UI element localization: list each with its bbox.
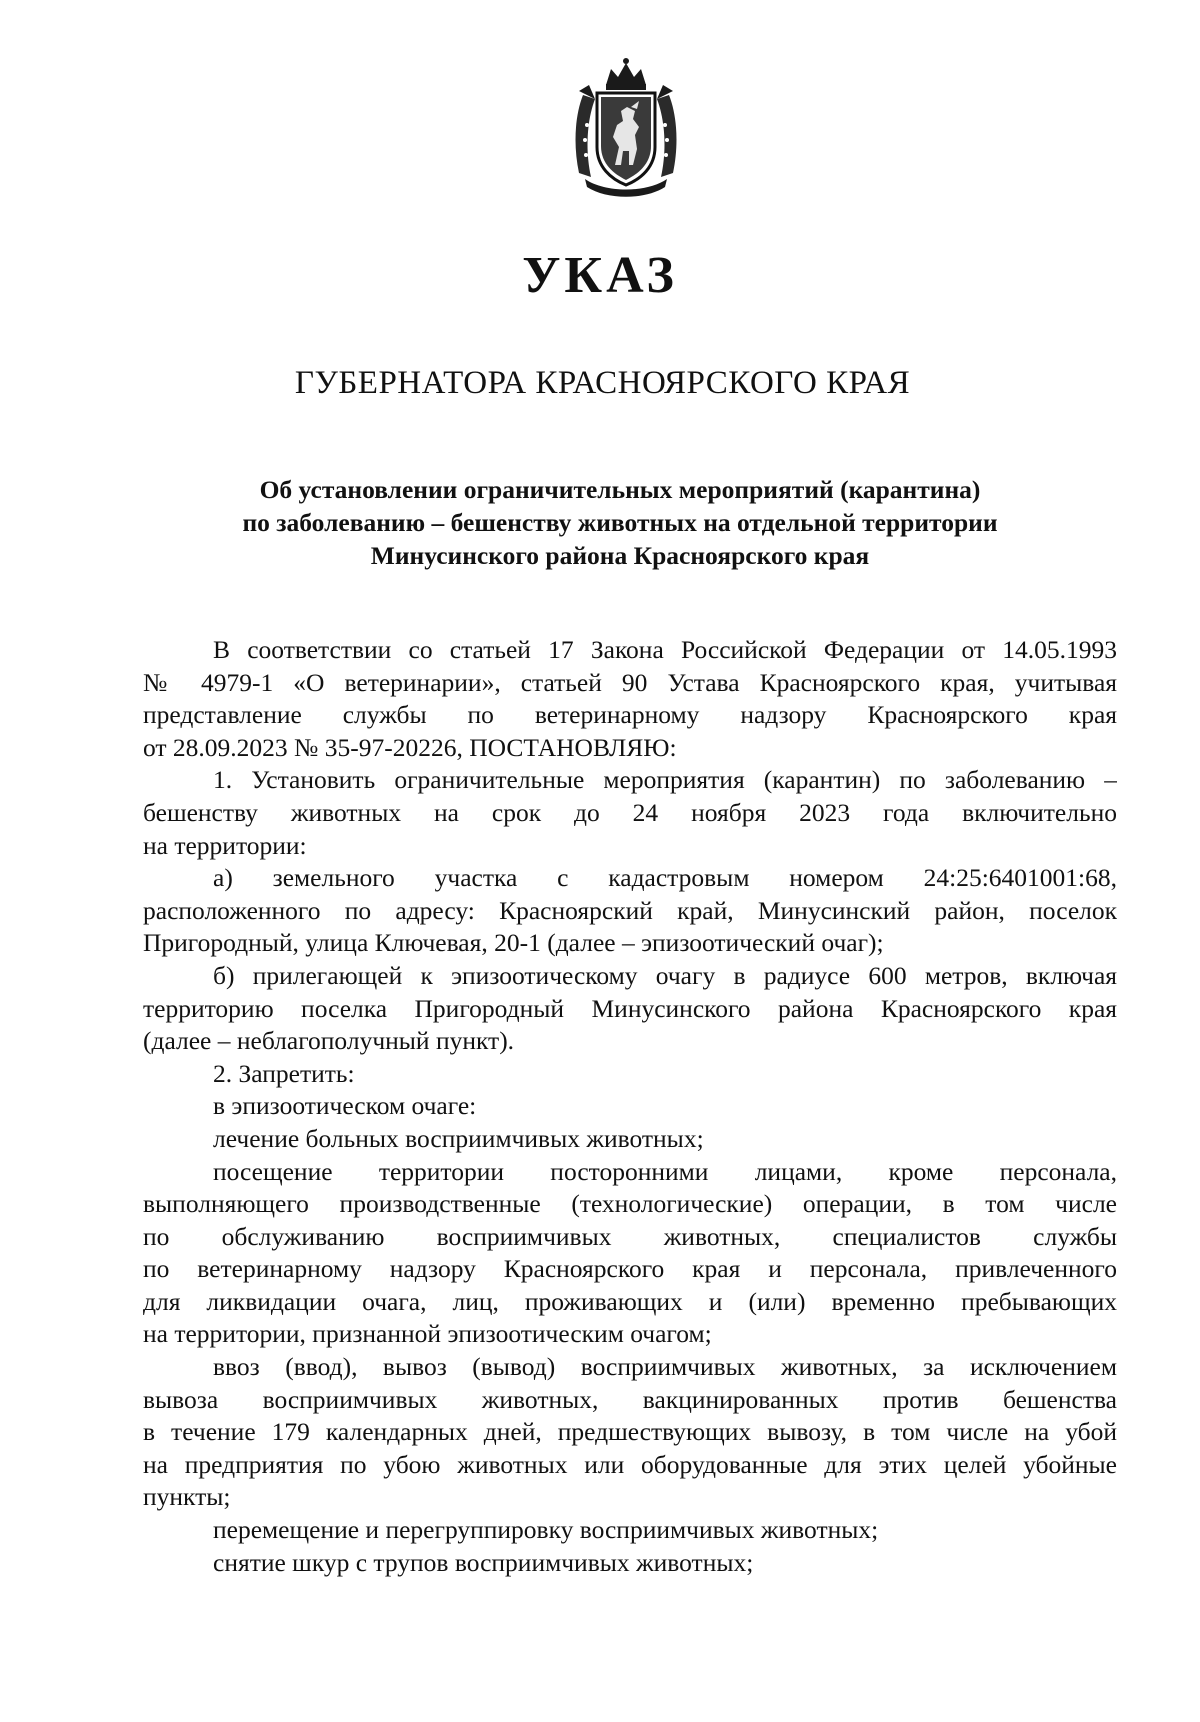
heading-line: Минусинского района Красноярского края <box>370 541 870 570</box>
body-line: расположенного по адресу: Красноярский край, Минусинский район, поселок <box>143 895 1117 925</box>
body-line: вывоза восприимчивых животных, вакцинированных против бешенства <box>143 1384 1117 1414</box>
body-line: территорию поселка Пригородный Минусинского района Красноярского края <box>143 993 1117 1023</box>
coat-of-arms-icon <box>565 55 687 200</box>
body-line: № 4979-1 «О ветеринарии», статьей 90 Устава Красноярского края, учитывая <box>143 667 1117 697</box>
body-line: выполняющего производственные (технологические) операции, в том числе <box>143 1189 1117 1219</box>
body-line: б) прилегающей к эпизоотическому очагу в радиусе 600 метров, включая <box>213 960 1117 990</box>
body-line: а) земельного участка с кадастровым номером 24:25:6401001:68, <box>213 863 1117 893</box>
body-line: В соответствии со статьей 17 Закона Российской Федерации от 14.05.1993 <box>213 635 1117 664</box>
body-line: пункты; <box>143 1482 231 1512</box>
body-line: Пригородный, улица Ключевая, 20-1 (далее – эпизоотический очаг); <box>143 928 884 958</box>
body-line: перемещение и перегруппировку восприимчивых животных; <box>213 1515 879 1545</box>
body-line: для ликвидации очага, лиц, проживающих и (или) временно пребывающих <box>143 1286 1117 1316</box>
body-line: на предприятия по убою животных или оборудованные для этих целей убойные <box>143 1449 1117 1479</box>
body-line: в течение 179 календарных дней, предшествующих вывозу, в том числе на убой <box>143 1417 1117 1447</box>
body-line: лечение больных восприимчивых животных; <box>213 1123 704 1153</box>
body-line: (далее – неблагополучный пункт). <box>143 1026 515 1056</box>
body-line: в эпизоотическом очаге: <box>213 1091 477 1121</box>
document-subtitle: ГУБЕРНАТОРА КРАСНОЯРСКОГО КРАЯ <box>294 365 911 401</box>
body-line: представление службы по ветеринарному надзору Красноярского края <box>143 700 1117 730</box>
body-line: на территории, признанной эпизоотическим очагом; <box>143 1319 712 1349</box>
body-line: бешенству животных на срок до 24 ноября 2023 года включительно <box>143 797 1117 827</box>
coat-of-arms-emblem <box>565 55 687 200</box>
heading-line: Об установлении ограничительных мероприятий (карантина) <box>259 475 981 504</box>
document-title: УКАЗ <box>522 247 678 304</box>
body-line: по ветеринарному надзору Красноярского края и персонала, привлеченного <box>143 1254 1117 1284</box>
document-body <box>143 634 1117 1579</box>
body-line: 2. Запретить: <box>213 1058 355 1088</box>
body-line: от 28.09.2023 № 35-97-20226, ПОСТАНОВЛЯЮ: <box>143 732 677 762</box>
body-line: ввоз (ввод), вывоз (вывод) восприимчивых животных, за исключением <box>213 1352 1117 1382</box>
body-line: посещение территории посторонними лицами, кроме персонала, <box>213 1156 1117 1186</box>
heading-line: по заболеванию – бешенству животных на отдельной территории <box>242 508 998 537</box>
document-heading <box>180 473 1060 572</box>
body-line: 1. Установить ограничительные мероприятия (карантин) по заболеванию – <box>213 765 1117 795</box>
body-line: по обслуживанию восприимчивых животных, специалистов службы <box>143 1221 1117 1251</box>
body-line: на территории: <box>143 830 307 860</box>
body-line: снятие шкур с трупов восприимчивых животных; <box>213 1547 754 1577</box>
